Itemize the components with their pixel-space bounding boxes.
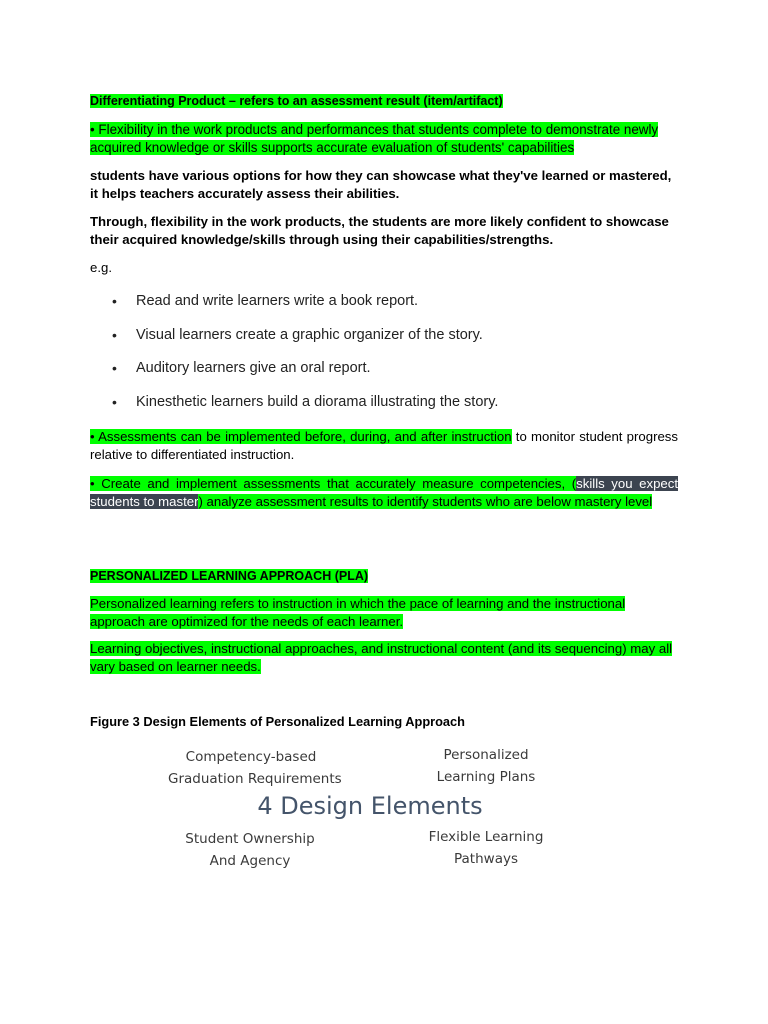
eg-label: e.g.: [90, 260, 112, 275]
student-ownership-label: Student Ownership And Agency: [185, 831, 315, 869]
options-paragraph: students have various options for how they can showcase what they've learned or mastered, it helps teachers accurately assess their abilities.: [90, 168, 672, 201]
pla-objectives-paragraph: Learning objectives, instructional approaches, and instructional content (and its sequencing) may all vary based on learner needs.: [90, 641, 673, 674]
competency-assessment-bullet: • Create and implement assessments that accurately measure competencies, (skills you expect students to master) analyze assessment results to identify students who are below mastery level: [90, 476, 679, 509]
section-heading-pla: PERSONALIZED LEARNING APPROACH (PLA): [90, 569, 369, 583]
bullet-dot: •: [112, 326, 117, 343]
pla-definition-paragraph: Personalized learning refers to instruction in which the pace of learning and the instructional approach are optimized for the needs of each learner.: [90, 596, 626, 629]
figure-caption: Figure 3 Design Elements of Personalized Learning Approach: [90, 714, 465, 729]
list-item: • Auditory learners give an oral report.: [112, 360, 371, 377]
learner-examples-list: [112, 291, 498, 426]
flexible-pathways-label: Flexible Learning Pathways: [428, 829, 544, 867]
selected-text[interactable]: skills you expect students to master: [90, 476, 679, 509]
list-item: • Visual learners create a graphic organizer of the story.: [112, 326, 483, 343]
figure-center-title: 4 Design Elements: [257, 792, 483, 820]
bullet-dot: •: [112, 394, 117, 411]
bullet-dot: •: [112, 360, 117, 377]
list-item: • Read and write learners write a book report.: [112, 293, 419, 309]
personalized-plans-label: Personalized Learning Plans: [436, 747, 536, 785]
flexibility-bullet: • Flexibility in the work products and performances that students complete to demonstrate newly acquired knowledge or skills supports accurate evaluation of students' capabilities: [90, 122, 659, 155]
section-heading-differentiating-product: Differentiating Product – refers to an assessment result (item/artifact): [90, 94, 503, 108]
list-item: • Kinesthetic learners build a diorama illustrating the story.: [112, 394, 499, 411]
assessment-timing-bullet: • Assessments can be implemented before, during, and after instruction to monitor student progress relative to differentiated instruction.: [90, 429, 678, 462]
competency-based-label: Competency-based Graduation Requirements: [168, 749, 342, 787]
bullet-dot: •: [112, 293, 117, 309]
design-elements-figure: [90, 740, 678, 880]
flexibility-paragraph: Through, flexibility in the work products, the students are more likely confident to showcase their acquired knowledge/skills through using their capabilities/strengths.: [90, 214, 669, 247]
